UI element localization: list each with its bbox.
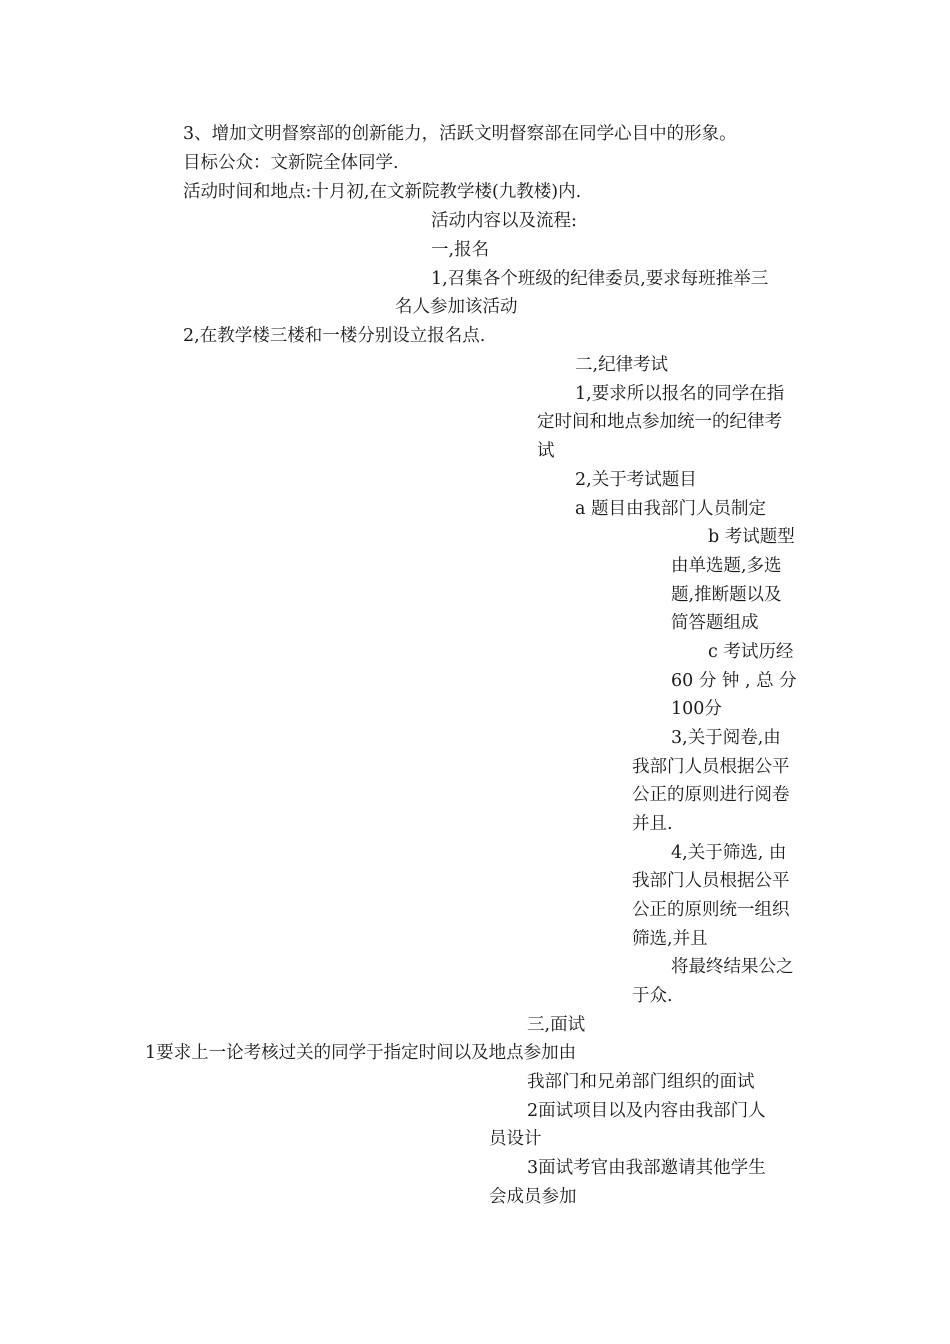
exam-item-1-cont2: 试: [537, 441, 555, 461]
section-1-heading: 一,报名: [431, 240, 490, 260]
exam-item-2c-cont2: 100分: [671, 699, 722, 719]
exam-item-3-cont2: 公正的原则进行阅卷: [632, 785, 790, 805]
target-audience-line: 目标公众：文新院全体同学.: [183, 153, 399, 173]
goal-3-line: 3、增加文明督察部的创新能力，活跃文明督察部在同学心目中的形象。: [183, 124, 737, 144]
exam-item-2a: a 题目由我部门人员制定: [575, 499, 766, 519]
interview-item-2: 2面试项目以及内容由我部门人: [527, 1101, 766, 1121]
exam-item-2b-cont3: 简答题组成: [671, 613, 759, 633]
exam-item-1: 1,要求所以报名的同学在指: [575, 384, 785, 404]
exam-item-2b-cont2: 题,推断题以及: [671, 585, 782, 605]
exam-item-4-cont1: 我部门人员根据公平: [632, 871, 790, 891]
time-place-line: 活动时间和地点:十月初,在文新院教学楼(九教楼)内.: [183, 182, 582, 202]
exam-item-2b-cont1: 由单选题,多选: [671, 556, 782, 576]
exam-item-2c-cont1: 60 分 钟 , 总 分: [671, 671, 797, 691]
exam-item-1-cont: 定时间和地点参加统一的纪律考: [537, 412, 782, 432]
exam-item-2b: b 考试题型: [708, 527, 795, 547]
interview-item-3-cont: 会成员参加: [489, 1187, 577, 1207]
exam-item-2c: c 考试历经: [708, 642, 794, 662]
exam-item-4-cont5: 于众.: [632, 986, 673, 1006]
interview-item-1: 1要求上一论考核过关的同学于指定时间以及地点参加由: [145, 1043, 577, 1063]
exam-item-2: 2,关于考试题目: [575, 470, 697, 490]
exam-item-4-cont4: 将最终结果公之: [671, 957, 794, 977]
interview-item-2-cont: 员设计: [489, 1129, 542, 1149]
exam-item-3-cont1: 我部门人员根据公平: [632, 757, 790, 777]
exam-item-4-cont3: 筛选,并且: [632, 929, 708, 949]
exam-item-4: 4,关于筛选, 由: [671, 843, 787, 863]
signup-item-1: 1,召集各个班级的纪律委员,要求每班推举三: [431, 269, 769, 289]
exam-item-3-cont3: 并且.: [632, 814, 673, 834]
interview-item-1-cont: 我部门和兄弟部门组织的面试: [527, 1072, 755, 1092]
interview-item-3: 3面试考官由我部邀请其他学生: [527, 1158, 766, 1178]
signup-item-2: 2,在教学楼三楼和一楼分别设立报名点.: [183, 326, 486, 346]
signup-item-1-cont: 名人参加该活动: [395, 297, 518, 317]
section-3-heading: 三,面试: [527, 1015, 586, 1035]
content-flow-heading: 活动内容以及流程:: [431, 211, 577, 231]
exam-item-4-cont2: 公正的原则统一组织: [632, 900, 790, 920]
exam-item-3: 3,关于阅卷,由: [671, 728, 781, 748]
section-2-heading: 二,纪律考试: [575, 355, 669, 375]
